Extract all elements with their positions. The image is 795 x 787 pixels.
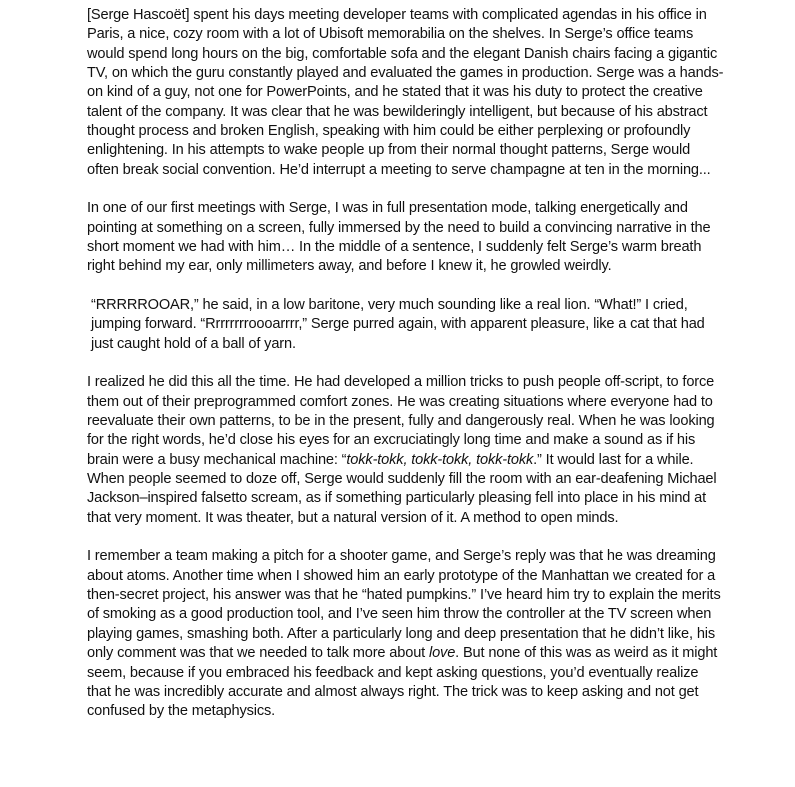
paragraph-italic-text: love — [428, 645, 456, 662]
paragraph-text: . But none of this was as weird as it might seem, because if you embraced his feedback and kept asking questions, you’d eventually realize that he was incredibly accurate and almost always right. The trick was to keep asking and not get confused by the metaphysics. — [87, 645, 718, 720]
paragraph-italic-text: tokk-tokk, tokk-tokk, tokk-tokk — [346, 451, 534, 468]
paragraph-text: In one of our first meetings with Serge, I was in full presentation mode, talking energetically and pointing at something on a screen, fully immersed by the need to build a convincing narrative in the short moment we had with him… In the middle of a sentence, I suddenly felt Serge’s warm breath right behind my ear, only millimeters away, and before I knew it, he growled weirdly. — [87, 200, 711, 275]
paragraph-tricks — [87, 373, 725, 528]
paragraph-text: “RRRRROOAR,” he said, in a low baritone, very much sounding like a real lion. “What!” I cried, jumping forward. “Rrrrrrrroooarrrr,” Serge purred again, with apparent pleasure, like a cat that had just caught hold of a ball of yarn. — [91, 297, 705, 352]
paragraph-text: .” It would last for a while. When people seemed to doze off, Serge would suddenly fill the room with an ear-deafening Michael Jackson–inspired falsetto scream, as if something particularly pleasing fell into place in his mind at that very moment. It was theater, but a natural version of it. A method to open minds. — [87, 451, 717, 526]
paragraph-text: [Serge Hascoët] spent his days meeting developer teams with complicated agendas in his office in Paris, a nice, cozy room with a lot of Ubisoft memorabilia on the shelves. In Serge’s office teams would spend long hours on the big, comfortable sofa and the elegant Danish chairs facing a gigantic TV, on which the guru constantly played and evaluated the games in production. Serge was a hands-on kind of a guy, not one for PowerPoints, and he stated that it was his duty to protect the creative talent of the company. It was clear that he was bewilderingly intelligent, but because of his abstract thought process and broken English, speaking with him could be either perplexing or profoundly enlightening. In his attempts to wake people up from their normal thought patterns, Serge would often break social convention. He’d interrupt a meeting to serve champagne at ten in the morning... — [87, 7, 724, 178]
paragraph-roar — [87, 296, 725, 354]
paragraph-pitch-memories — [87, 547, 725, 721]
paragraph-text: I realized he did this all the time. He had developed a million tricks to push people off-script, to force them out of their preprogrammed comfort zones. He was creating situations where everyone had to reevaluate their own patterns, to be in the present, fully and dangerously real. When he was looking for the right words, he’d close his eyes for an excruciatingly long time and make a sound as if his brain were a busy mechanical machine: “ — [87, 374, 715, 468]
paragraph-text: I remember a team making a pitch for a shooter game, and Serge’s reply was that he was dreaming about atoms. Another time when I showed him an early prototype of the Manhattan we created for a then-secret project, his answer was that he “hated pumpkins.” I’ve heard him try to explain the merits of smoking as a good production tool, and I’ve seen him throw the controller at the TV screen when playing games, smashing both. After a particularly long and deep presentation that he didn’t like, his only comment was that we needed to talk more about — [87, 548, 721, 662]
paragraph-serge-office — [87, 6, 725, 180]
paragraph-first-meeting — [87, 199, 725, 276]
